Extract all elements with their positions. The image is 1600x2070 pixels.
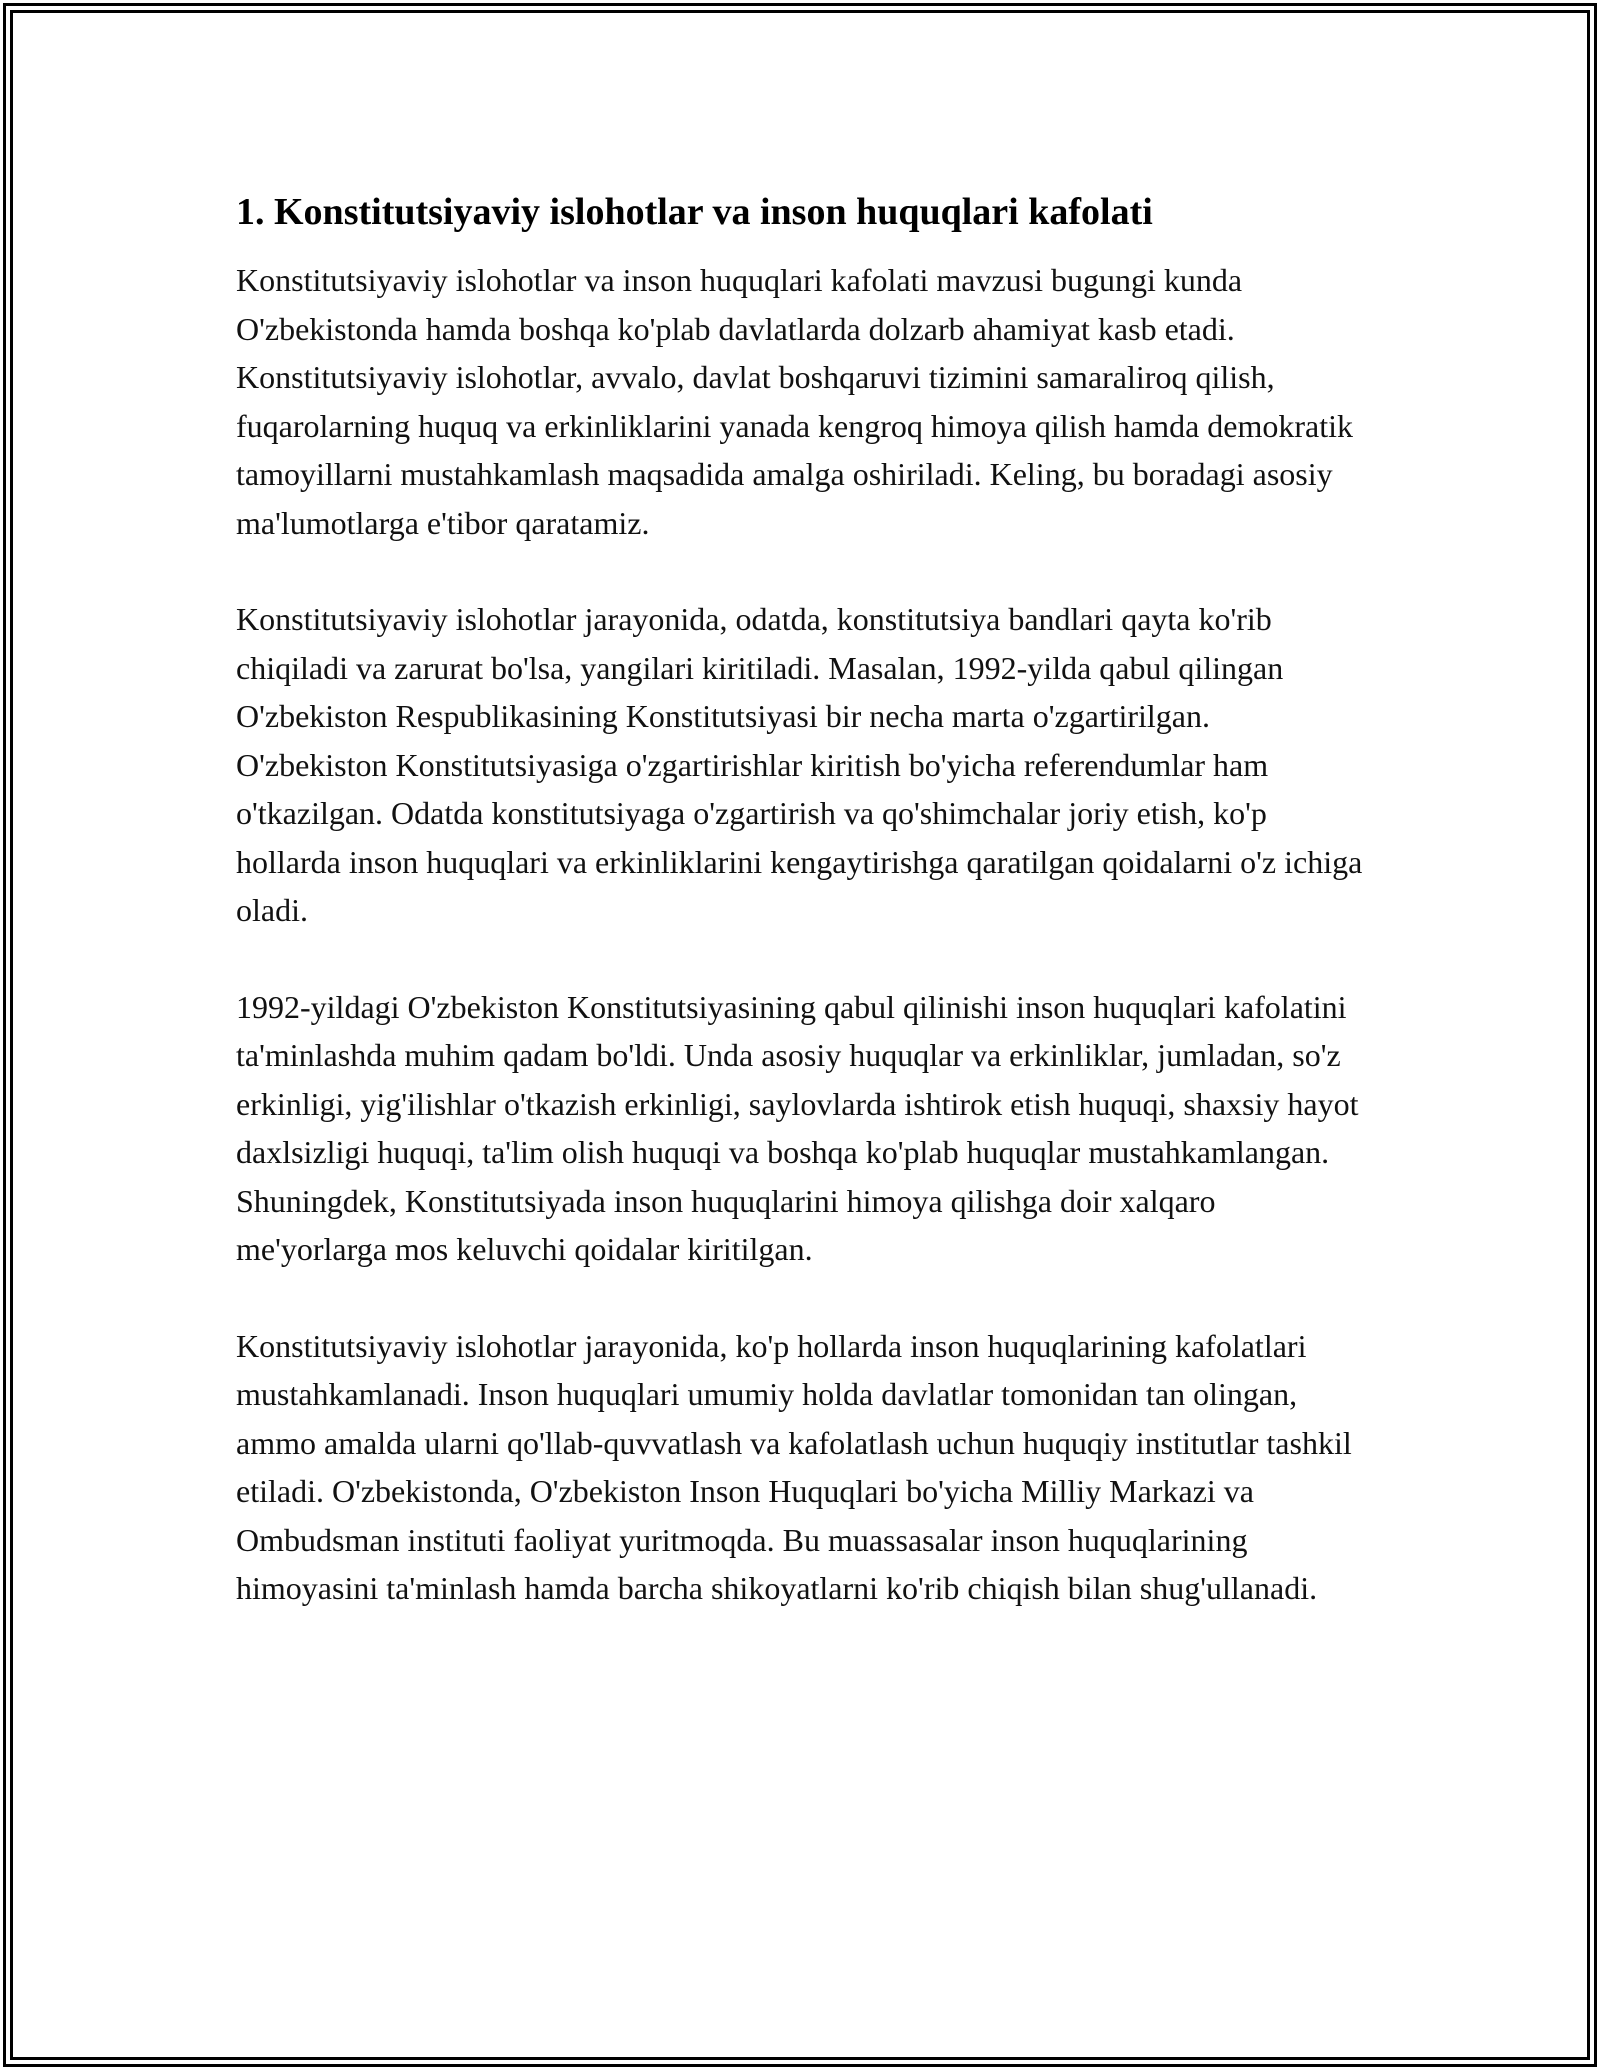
paragraph-1: Konstitutsiyaviy islohotlar va inson huquqlari kafolati mavzusi bugungi kunda O'zbekistonda hamda boshqa ko'plab davlatlarda dolzarb ahamiyat kasb etadi. Konstitutsiyaviy islohotlar, avvalo, davlat boshqaruvi tizimini samaraliroq qilish, fuqarolarning huquq va erkinliklarini yanada kengroq himoya qilish hamda demokratik tamoyillarni mustahkamlash maqsadida amalga oshiriladi. Keling, bu boradagi asosiy ma'lumotlarga e'tibor qaratamiz. — [236, 262, 1354, 541]
document-body — [236, 188, 1366, 1661]
paragraph-4: Konstitutsiyaviy islohotlar jarayonida, ko'p hollarda inson huquqlarining kafolatlari mustahkamlanadi. Inson huquqlari umumiy holda davlatlar tomonidan tan olingan, ammo amalda ularni qo'llab-quvvatlash va kafolatlash uchun huquqiy institutlar tashkil etiladi. O'zbekistonda, O'zbekiston Inson Huquqlari bo'yicha Milliy Markazi va Ombudsman instituti faoliyat yuritmoqda. Bu muassasalar inson huquqlarining himoyasini ta'minlash hamda barcha shikoyatlarni ko'rib chiqish bilan shug'ullanadi. — [236, 1327, 1352, 1606]
section-heading: 1. Konstitutsiyaviy islohotlar va inson huquqlari kafolati — [236, 191, 1153, 233]
paragraph-3: 1992-yildagi O'zbekiston Konstitutsiyasining qabul qilinishi inson huquqlari kafolatini ta'minlashda muhim qadam bo'ldi. Unda asosiy huquqlar va erkinliklar, jumladan, so'z erkinligi, yig'ilishlar o'tkazish erkinligi, saylovlarda ishtirok etish huquqi, shaxsiy hayot daxlsizligi huquqi, ta'lim olish huquqi va boshqa ko'plab huquqlar mustahkamlangan. Shuningdek, Konstitutsiyada inson huquqlarini himoya qilishga doir xalqaro me'yorlarga mos keluvchi qoidalar kiritilgan. — [236, 988, 1359, 1267]
paragraph-2: Konstitutsiyaviy islohotlar jarayonida, odatda, konstitutsiya bandlari qayta ko'rib chiqiladi va zarurat bo'lsa, yangilari kiritiladi. Masalan, 1992-yilda qabul qilingan O'zbekiston Respublikasining Konstitutsiyasi bir necha marta o'zgartirilgan. O'zbekiston Konstitutsiyasiga o'zgartirishlar kiritish bo'yicha referendumlar ham o'tkazilgan. Odatda konstitutsiyaga o'zgartirish va qo'shimchalar joriy etish, ko'p hollarda inson huquqlari va erkinliklarini kengaytirishga qaratilgan qoidalarni o'z ichiga oladi. — [236, 601, 1363, 928]
